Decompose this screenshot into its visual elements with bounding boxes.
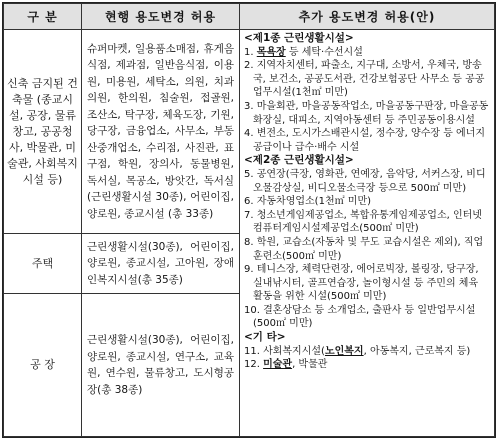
- header-proposal: 추가 용도변경 허용(안): [240, 4, 495, 30]
- list-item: 10. 결혼상담소 등 소개업소, 출판사 등 일반업무시설(500㎡ 미만): [244, 304, 476, 330]
- header-category: 구 분: [4, 4, 82, 30]
- section-title: <제1종 근린생활시설>: [244, 32, 354, 44]
- list-item: 3. 마을회관, 마을공동작업소, 마을공동구판장, 마을공동화장실, 대피소, 지역아동센터 등 주민공동이용시설: [244, 100, 489, 126]
- header-row: [4, 4, 495, 30]
- list-item: 8. 학원, 교습소(자동차 및 무도 교습시설은 제외), 직업훈련소(500㎡ 미만): [244, 236, 484, 262]
- current-cell: 근린생활시설(30종), 어린이집, 양로원, 종교시설, 연구소, 교육원, 연수원, 물류창고, 도시형공장(총 38종): [82, 294, 240, 437]
- current-cell: 슈퍼마켓, 일용품소매점, 휴게음식점, 제과점, 일반음식점, 이용원, 미용원, 세탁소, 의원, 치과의원, 한의원, 침술원, 접골원, 조산소, 탁구장, 체육도장, 기원, 당구장, 금융업소, 사무소, 부동산중개업소, 수리점, 사진관, 표구점, 학원, 장의사, 동물병원, 독서실, 목공소, 방앗간, 독서실 (근린생활시설 30종), 어린이집, 양로원, 종교시설 (총 33종): [82, 30, 240, 234]
- policy-table-frame: [2, 2, 496, 438]
- current-cell: 근린생활시설(30종), 어린이집, 양로원, 종교시설, 고아원, 장애인복지시설(총 35종): [82, 234, 240, 294]
- list-item: 5. 공연장(극장, 영화관, 연예장, 음악당, 서커스장, 비디오물감상실, 비디오물소극장 등으로 500㎡ 미만): [244, 168, 486, 194]
- list-item: 9. 테니스장, 체력단련장, 에어로빅장, 볼링장, 당구장, 실내낚시터, 골프연습장, 놀이형시설 등 주민의 체육 활동을 위한 시설(500㎡ 미만): [244, 264, 479, 303]
- list-item: 4. 변전소, 도시가스배관시설, 정수장, 양수장 등 에너지공급이나 급수·배수 시설: [244, 128, 486, 153]
- list-item: 11. 사회복지시설(노인복지, 아동복지, 근로복지 등): [244, 345, 471, 357]
- category-cell: 주택: [4, 234, 82, 294]
- list-item: 2. 지역자치센터, 파출소, 지구대, 소방서, 우체국, 방송국, 보건소, 공공도서관, 건강보험공단 사무소 등 공공업무시설(1천㎡ 미만): [244, 60, 485, 99]
- list-item: 7. 청소년게임제공업소, 복합유통게임제공업소, 인터넷컴퓨터게임시설제공업소(500㎡ 미만): [244, 209, 482, 235]
- list-item: 6. 자동차영업소(1천㎡ 미만): [244, 196, 372, 208]
- section-title: <제2종 근린생활시설>: [244, 154, 354, 167]
- list-item: 1. 목욕장 등 세탁·수선시설: [244, 46, 363, 58]
- section-title: <기 타>: [244, 331, 286, 344]
- header-current: 현행 용도변경 허용: [82, 4, 240, 30]
- use-change-table: [3, 3, 495, 437]
- table-row: [4, 30, 495, 234]
- category-cell: 신축 금지된 건축물 (종교시설, 공장, 물류창고, 공공청사, 박물관, 미술관, 사회복지 시설 등): [4, 30, 82, 234]
- list-item: 12. 미술관, 박물관: [244, 359, 328, 371]
- proposal-cell: [240, 30, 495, 437]
- category-cell: 공 장: [4, 294, 82, 437]
